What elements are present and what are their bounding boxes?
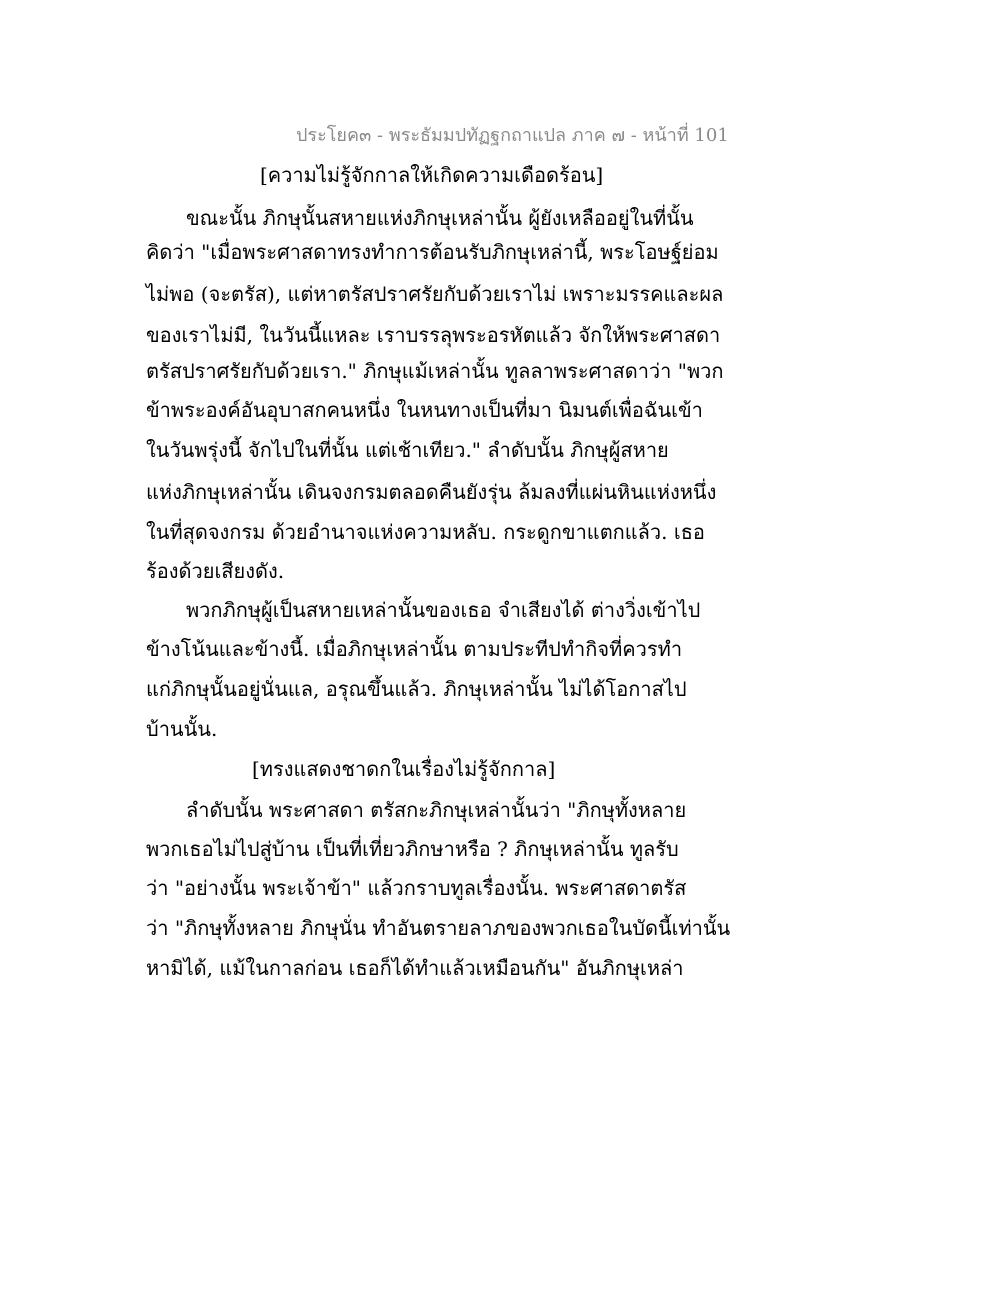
text-line: ข้าพระองค์อันอุบาสกคนหนึ่ง ในหนทางเป็นที่มา นิมนต์เพื่อฉันเข้า (146, 398, 703, 422)
text-line: แก่ภิกษุนั้นอยู่นั่นแล, อรุณขึ้นแล้ว. ภิกษุเหล่านั้น ไม่ได้โอกาสไป (146, 677, 687, 701)
text-line: บ้านนั้น. (146, 717, 218, 741)
text-line: หามิได้, แม้ในกาลก่อน เธอก็ได้ทำแล้วเหมือนกัน" อันภิกษุเหล่า (146, 956, 684, 980)
text-line: ในที่สุดจงกรม ด้วยอำนาจแห่งความหลับ. กระดูกขาแตกแล้ว. เธอ (146, 520, 705, 544)
text-line: ขณะนั้น ภิกษุนั้นสหายแห่งภิกษุเหล่านั้น ผู้ยังเหลืออยู่ในที่นั้น (186, 206, 694, 230)
section-heading-2: [ทรงแสดงชาดกในเรื่องไม่รู้จักกาล] (252, 757, 556, 781)
text-line: ในวันพรุ่งนี้ จักไปในที่นั้น แต่เช้าเทียว." ลำดับนั้น ภิกษุผู้สหาย (146, 438, 669, 462)
text-line: ไม่พอ (จะตรัส), แต่หาตรัสปราศรัยกับด้วยเราไม่ เพราะมรรคและผล (146, 282, 724, 306)
text-line: พวกภิกษุผู้เป็นสหายเหล่านั้นของเธอ จำเสียงได้ ต่างวิ่งเข้าไป (186, 598, 701, 622)
text-line: ข้างโน้นและข้างนี้. เมื่อภิกษุเหล่านั้น ตามประทีปทำกิจที่ควรทำ (146, 637, 683, 661)
text-line: ร้องด้วยเสียงดัง. (146, 559, 285, 583)
section-heading-1: [ความไม่รู้จักกาลให้เกิดความเดือดร้อน] (260, 163, 604, 187)
text-line: พวกเธอไม่ไปสู่บ้าน เป็นที่เที่ยวภิกษาหรือ ? ภิกษุเหล่านั้น ทูลรับ (146, 837, 679, 861)
text-line: แห่งภิกษุเหล่านั้น เดินจงกรมตลอดคืนยังรุ่น ล้มลงที่แผ่นหินแห่งหนึ่ง (146, 480, 717, 504)
text-line: ตรัสปราศรัยกับด้วยเรา." ภิกษุแม้เหล่านั้น ทูลลาพระศาสดาว่า "พวก (146, 359, 724, 383)
text-line: คิดว่า "เมื่อพระศาสดาทรงทำการต้อนรับภิกษุเหล่านี้, พระโอษฐ์ย่อม (146, 240, 719, 264)
running-header: ประโยค๓ - พระธัมมปทัฏฐกถาแปล ภาค ๗ - หน้าที่ 101 (296, 125, 729, 146)
text-line: ว่า "อย่างนั้น พระเจ้าข้า" แล้วกราบทูลเรื่องนั้น. พระศาสดาตรัส (146, 876, 687, 900)
text-line: ลำดับนั้น พระศาสดา ตรัสกะภิกษุเหล่านั้นว่า "ภิกษุทั้งหลาย (186, 798, 687, 822)
text-line: ว่า "ภิกษุทั้งหลาย ภิกษุนั่น ทำอันตรายลาภของพวกเธอในบัดนี้เท่านั้น (146, 916, 731, 940)
text-line: ของเราไม่มี, ในวันนี้แหละ เราบรรลุพระอรหัตแล้ว จักให้พระศาสดา (146, 323, 721, 347)
